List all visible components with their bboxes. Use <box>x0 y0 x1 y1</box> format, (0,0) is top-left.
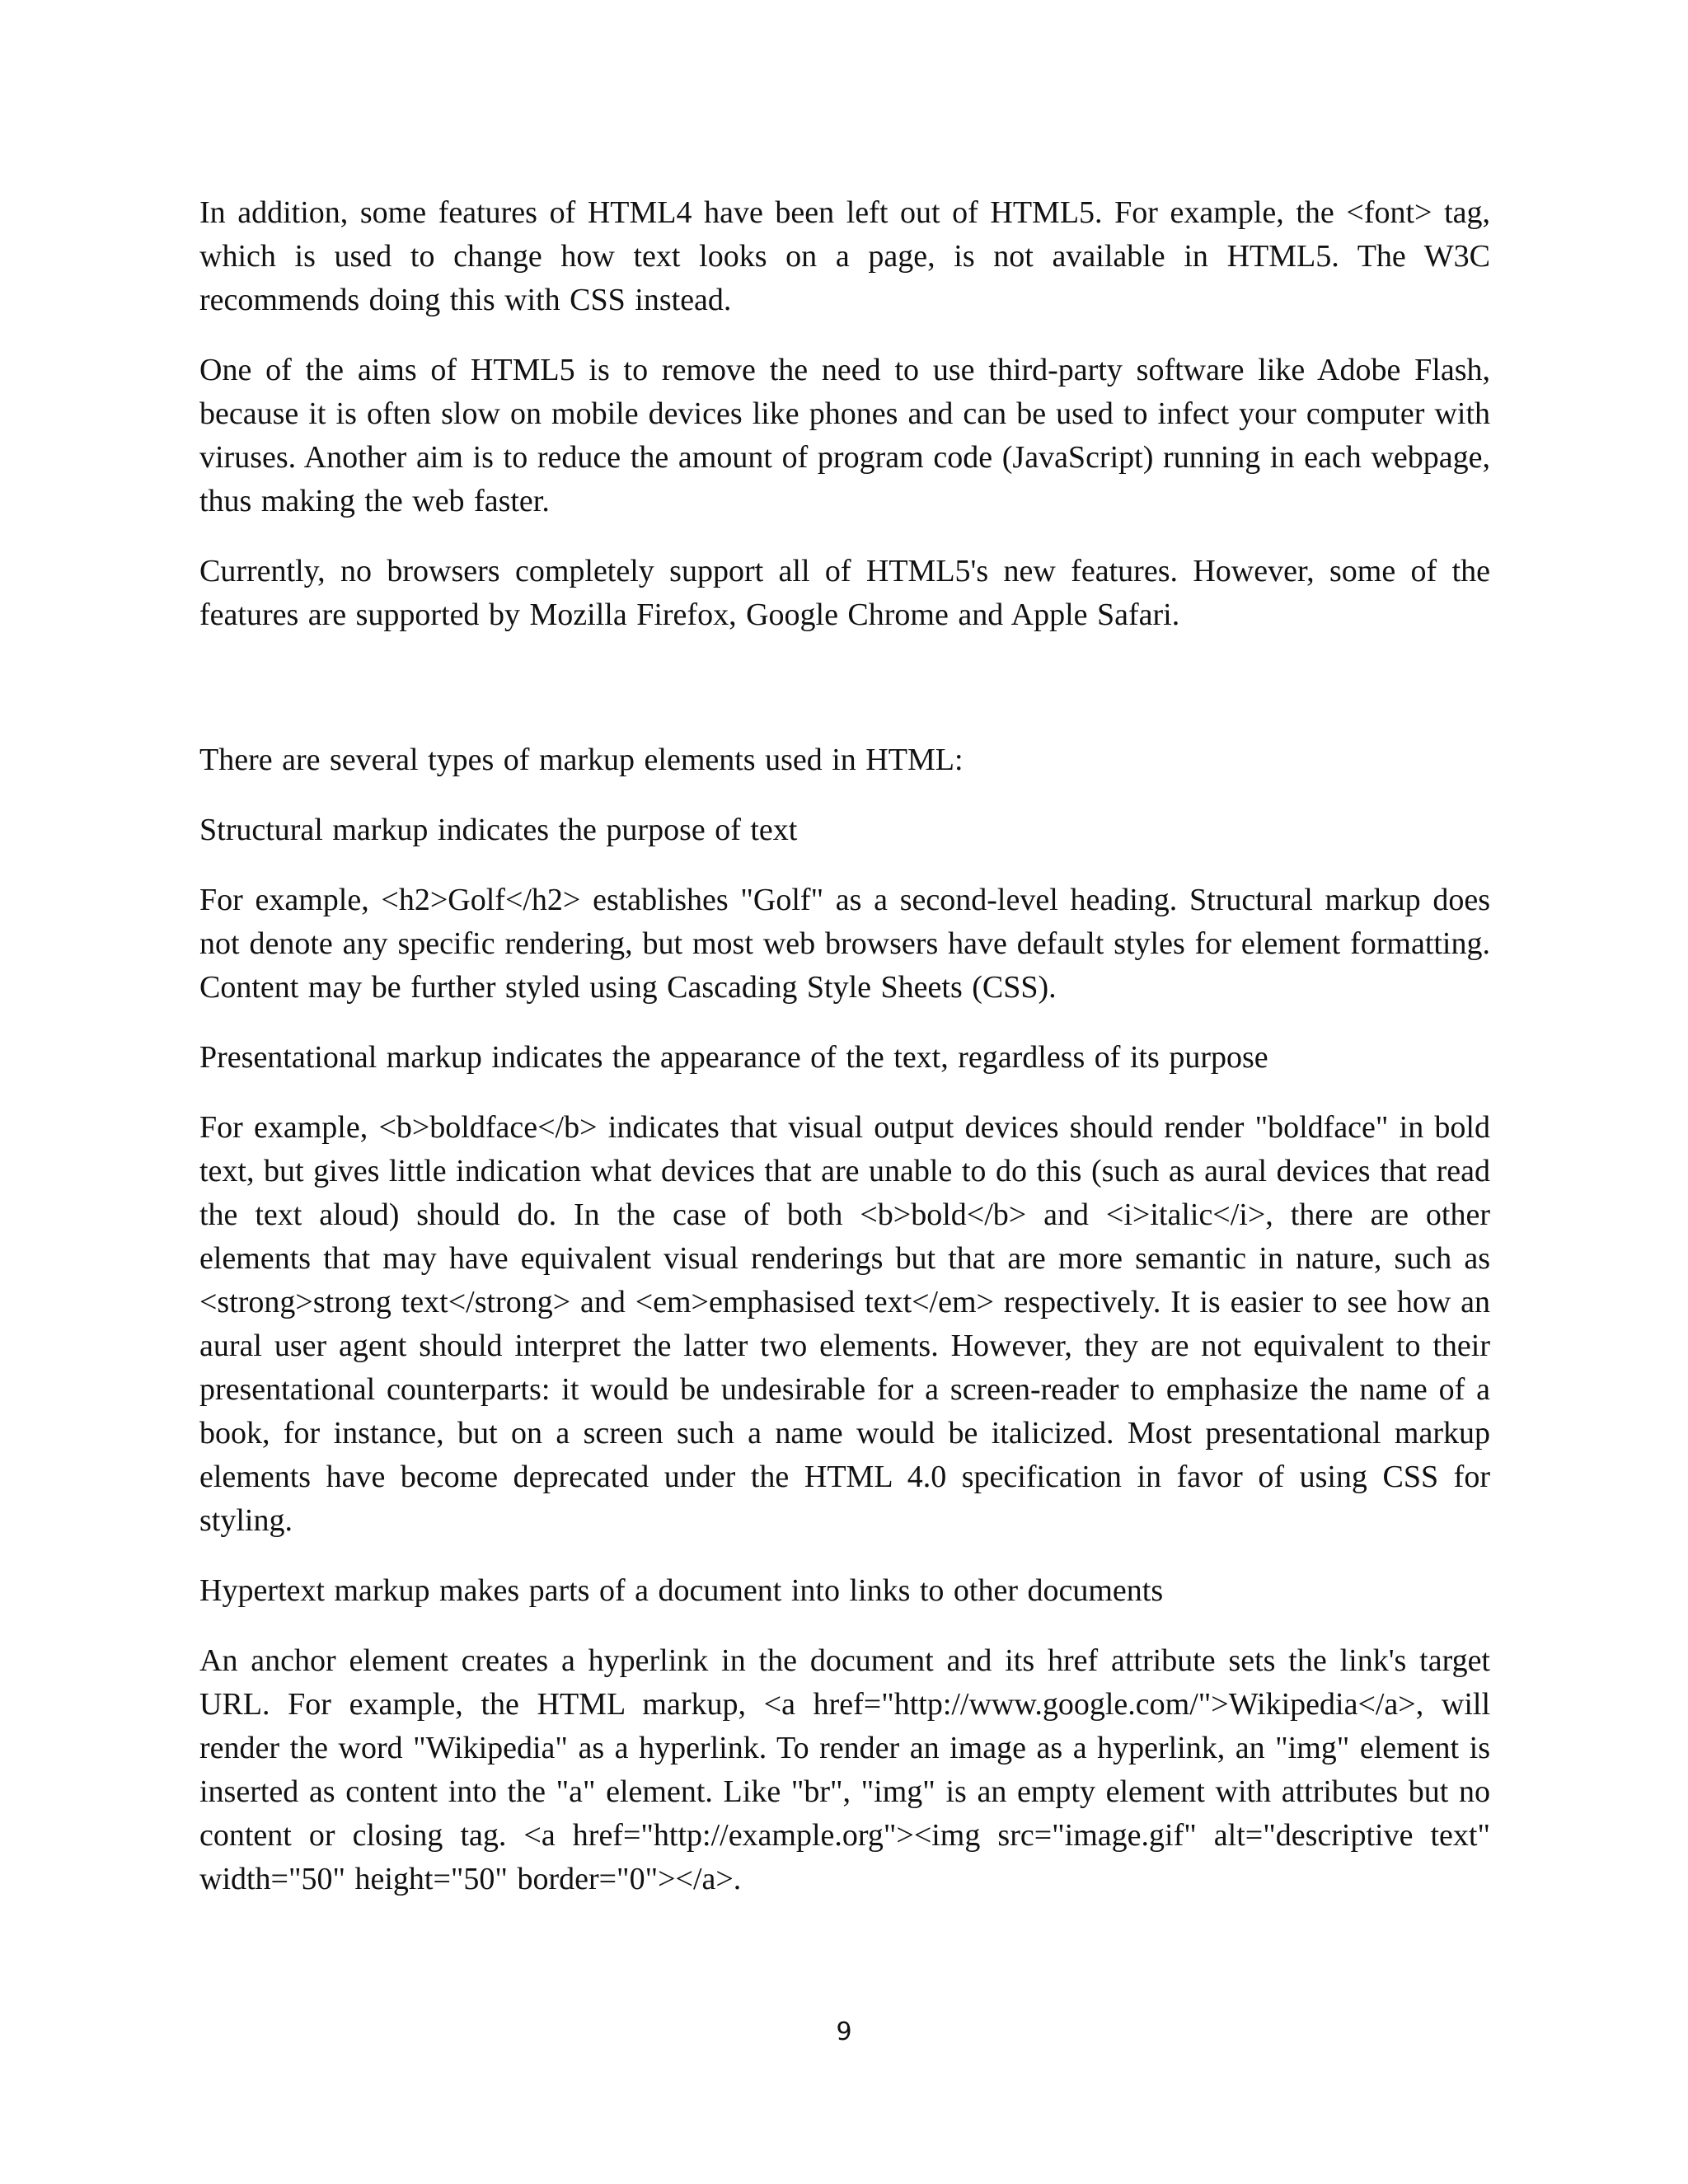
paragraph-html5-aims: One of the aims of HTML5 is to remove the need to use third-party software like Adobe Flash, because it is often slow on mobile devices like phones and can be used to infect your computer with viruses. Another aim is to reduce the amount of program code (JavaScript) running in each webpage, thus making the web faster. <box>199 353 1490 518</box>
paragraph-markup-types-intro: There are several types of markup elements used in HTML: <box>199 743 964 777</box>
paragraph-presentational-example: For example, <b>boldface</b> indicates that visual output devices should render "boldface" in bold text, but gives little indication what devices that are unable to do this (such as aural devices that read the text aloud) should do. In the case of both <b>bold</b> and <i>italic</i>, there are other elements that may have equivalent visual renderings but that are more semantic in nature, such as <strong>strong text</strong> and <em>emphasised text</em> respectively. It is easier to see how an aural user agent should interpret the latter two elements. However, they are not equivalent to their presentational counterparts: it would be undesirable for a screen-reader to emphasize the name of a book, for instance, but on a screen such a name would be italicized. Most presentational markup elements have become deprecated under the HTML 4.0 specification in favor of using CSS for styling. <box>199 1110 1490 1538</box>
paragraph-presentational-markup: Presentational markup indicates the appearance of the text, regardless of its purpose <box>199 1040 1268 1075</box>
paragraph-browser-support: Currently, no browsers completely support all of HTML5's new features. However, some of the features are supported by Mozilla Firefox, Google Chrome and Apple Safari. <box>199 554 1490 632</box>
paragraph-structural-example: For example, <h2>Golf</h2> establishes "Golf" as a second-level heading. Structural markup does not denote any specific rendering, but most web browsers have default styles for element formatting. Content may be further styled using Cascading Style Sheets (CSS). <box>199 883 1490 1005</box>
paragraph-html4-removed-features: In addition, some features of HTML4 have been left out of HTML5. For example, the <font> tag, which is used to change how text looks on a page, is not available in HTML5. The W3C recommends doing this with CSS instead. <box>199 195 1490 317</box>
page-body <box>199 191 1490 1901</box>
paragraph-structural-markup: Structural markup indicates the purpose of text <box>199 813 798 847</box>
paragraph-hypertext-markup: Hypertext markup makes parts of a document into links to other documents <box>199 1573 1164 1608</box>
paragraph-anchor-element: An anchor element creates a hyperlink in the document and its href attribute sets the link's target URL. For example, the HTML markup, <a href="http://www.google.com/">Wikipedia</a>, will render the word "Wikipedia" as a hyperlink. To render an image as a hyperlink, an "img" element is inserted as content into the "a" element. Like "br", "img" is an empty element with attributes but no content or closing tag. <a href="http://example.org"><img src="image.gif" alt="descriptive text" width="50" height="50" border="0"></a>. <box>199 1643 1490 1896</box>
page-number: 9 <box>836 2018 852 2046</box>
